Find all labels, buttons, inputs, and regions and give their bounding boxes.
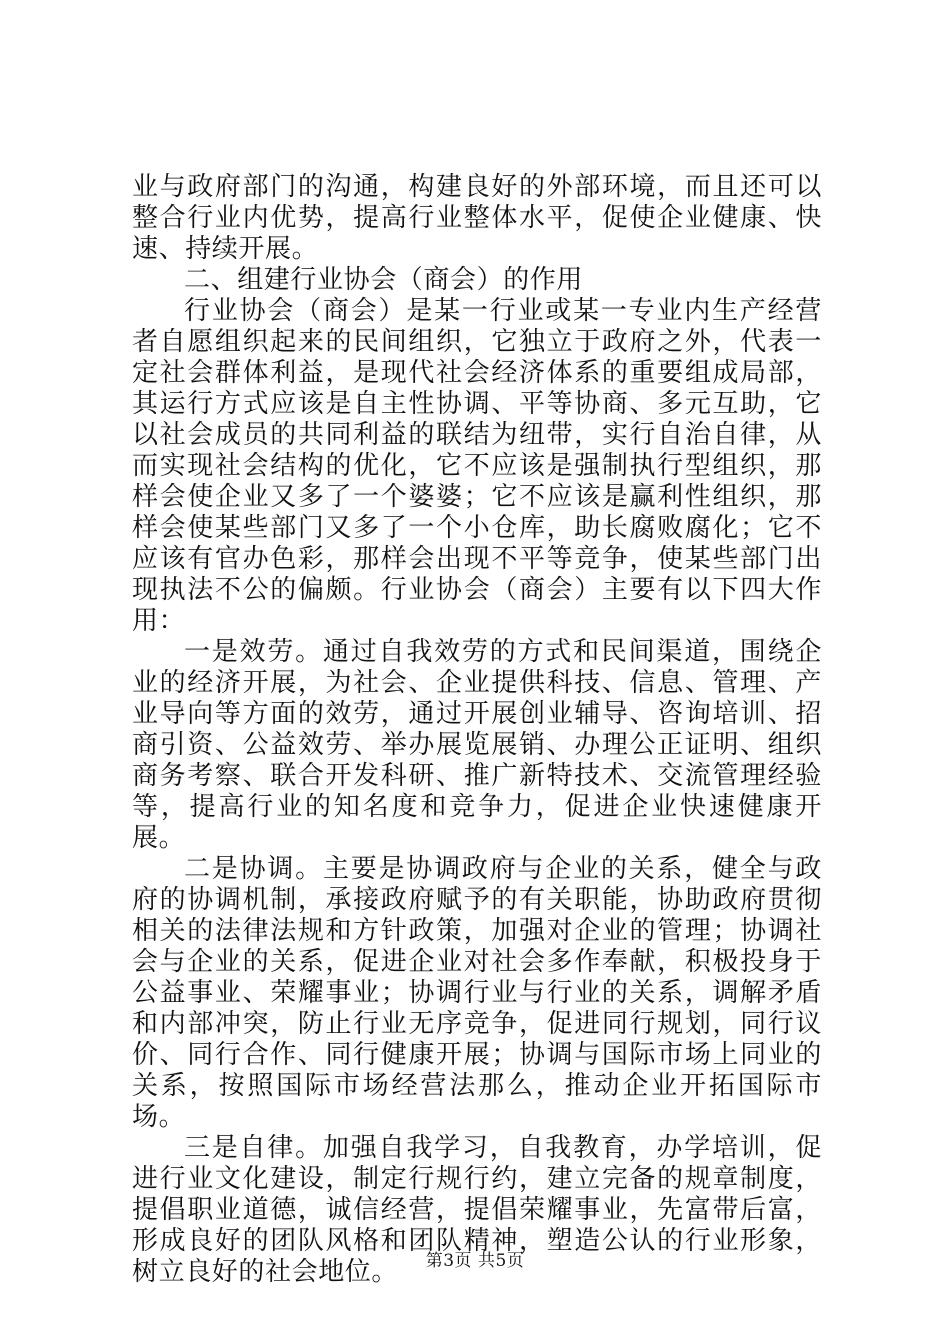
paragraph-role-coordination: 二是协调。主要是协调政府与企业的关系，健全与政府的协调机制，承接政府赋予的有关职能，协助政府贯彻相关的法律法规和方针政策，加强对企业的管理；协调社会与企业的关系，促进企业对社会多作奉献，积极投身于公益事业、荣耀事业；协调行业与行业的关系，调解矛盾和内部冲突，防止行业无序竞争，促进同行规划，同行议价、同行合作、同行健康开展；协调与国际市场上同业的关系，按照国际市场经营法那么，推动企业开拓国际市场。 — [132, 854, 822, 1132]
paragraph-role-self-discipline: 三是自律。加强自我学习，自我教育，办学培训，促进行业文化建设，制定行规行约，建立完备的规章制度，提倡职业道德，诚信经营，提倡荣耀事业，先富带后富，形成良好的团队风格和团队精神，塑造公认的行业形象，树立良好的社会地位。 — [132, 1133, 822, 1287]
paragraph-association-definition: 行业协会（商会）是某一行业或某一专业内生产经营者自愿组织起来的民间组织，它独立于政府之外，代表一定社会群体利益，是现代社会经济体系的重要组成局部，其运行方式应该是自主性协调、平等协商、多元互助，它以社会成员的共同利益的联结为纽带，实行自治自律，从而实现社会结构的优化，它不应该是强制执行型组织，那样会使企业又多了一个婆婆；它不应该是赢利性组织，那样会使某些部门又多了一个小仓库，助长腐败腐化；它不应该有官办色彩，那样会出现不平等竞争，使某些部门出现执法不公的偏颇。行业协会（商会）主要有以下四大作用： — [132, 296, 822, 636]
paragraph-intro-continuation: 业与政府部门的沟通，构建良好的外部环境，而且还可以整合行业内优势，提高行业整体水平，促使企业健康、快速、持续开展。 — [132, 172, 822, 264]
paragraph-role-service: 一是效劳。通过自我效劳的方式和民间渠道，围绕企业的经济开展，为社会、企业提供科技、信息、管理、产业导向等方面的效劳，通过开展创业辅导、咨询培训、招商引资、公益效劳、举办展览展销、办理公正证明、组织商务考察、联合开发科研、推广新特技术、交流管理经验等，提高行业的知名度和竞争力，促进企业快速健康开展。 — [132, 637, 822, 853]
page-number-footer: 第3页 共5页 — [425, 1251, 525, 1271]
document-body — [132, 172, 822, 1288]
section-heading-association-role: 二、组建行业协会（商会）的作用 — [184, 265, 584, 295]
